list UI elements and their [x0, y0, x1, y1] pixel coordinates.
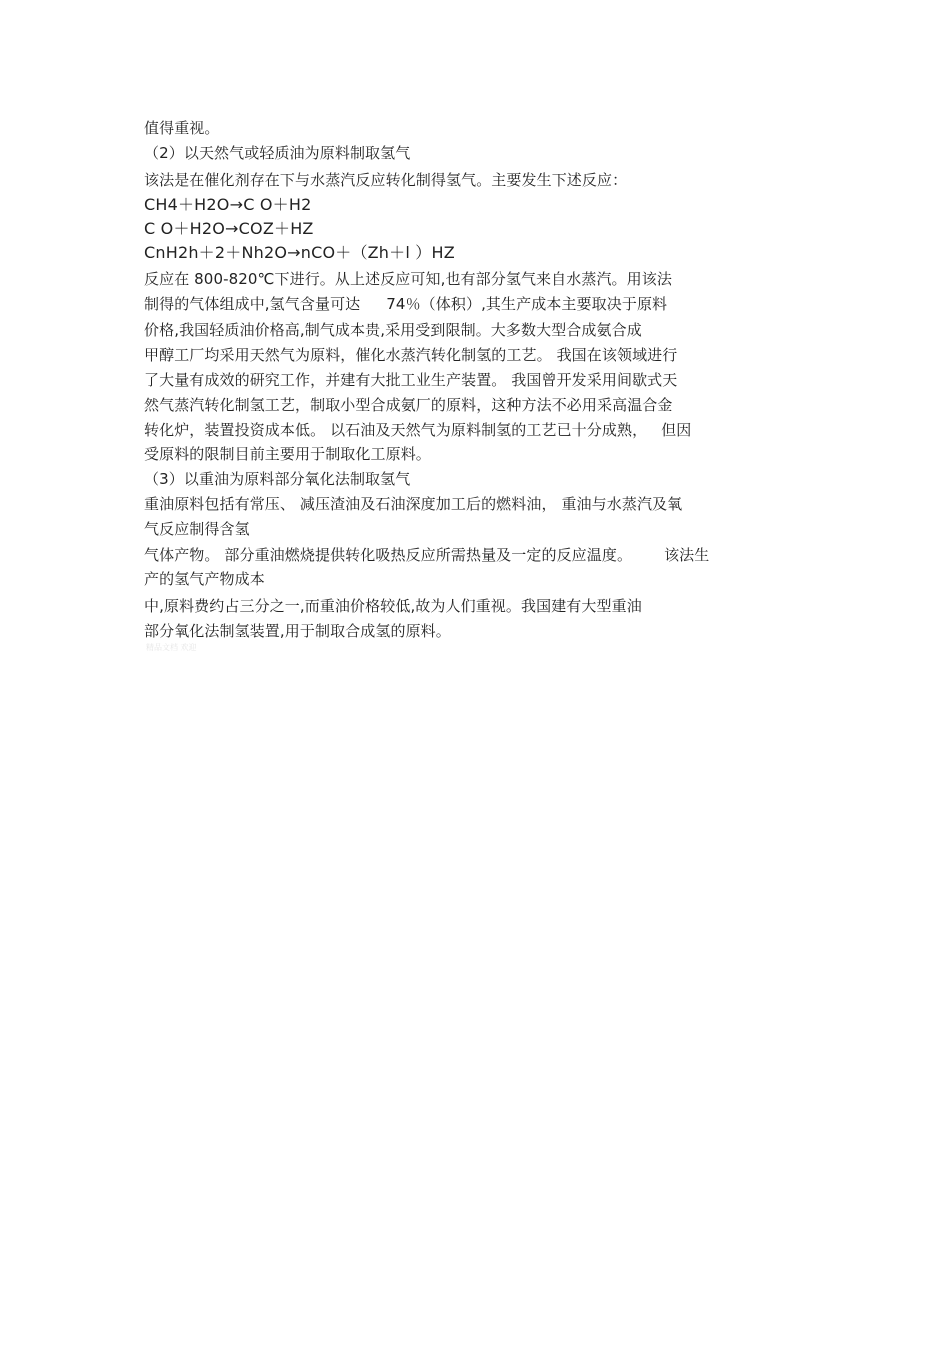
- text-line: 反应在 800-820℃下进行。从上述反应可知,也有部分氢气来自水蒸汽。用该法: [144, 270, 672, 288]
- text-segment: 该法生: [664, 546, 710, 564]
- text-segment: 转化炉，装置投资成本低。 以石油及天然气为原料制氢的工艺已十分成熟，: [144, 421, 648, 439]
- text-line: [144, 545, 709, 565]
- chemical-equation: CnH2h＋2＋Nh2O→nCO＋（Zh＋l ）HZ: [144, 243, 455, 262]
- text-segment: 74％（体积）,其生产成本主要取决于原料: [386, 295, 668, 313]
- watermark: 精品文档 欢迎: [146, 643, 197, 652]
- text-line: 重油原料包括有常压、 减压渣油及石油深度加工后的燃料油， 重油与水蒸汽及氧: [144, 495, 683, 513]
- text-line: 了大量有成效的研究工作，并建有大批工业生产装置。 我国曾开发采用间歇式天: [144, 371, 678, 389]
- text-segment: 气体产物。 部分重油燃烧提供转化吸热反应所需热量及一定的反应温度。: [144, 546, 633, 564]
- section-heading: （3）以重油为原料部分氧化法制取氢气: [144, 470, 411, 488]
- text-line: [144, 294, 667, 314]
- text-line: 该法是在催化剂存在下与水蒸汽反应转化制得氢气。主要发生下述反应：: [144, 171, 628, 189]
- chemical-equation: C O＋H2O→COZ＋HZ: [144, 219, 314, 238]
- text-line: 气反应制得含氢: [144, 520, 250, 538]
- text-segment: 但因: [661, 421, 692, 439]
- text-line: 产的氢气产物成本: [144, 570, 265, 588]
- text-line: [144, 420, 691, 440]
- text-segment: 制得的气体组成中,氢气含量可达: [144, 295, 361, 313]
- section-heading: （2）以天然气或轻质油为原料制取氢气: [144, 144, 411, 162]
- text-line: 中,原料费约占三分之一,而重油价格较低,故为人们重视。我国建有大型重油: [144, 597, 642, 615]
- text-line: 受原料的限制目前主要用于制取化工原料。: [144, 445, 431, 463]
- text-line: 甲醇工厂均采用天然气为原料，催化水蒸汽转化制氢的工艺。 我国在该领域进行: [144, 346, 678, 364]
- chemical-equation: CH4＋H2O→C O＋H2: [144, 195, 312, 214]
- text-line: 然气蒸汽转化制氢工艺，制取小型合成氨厂的原料，这种方法不必用采高温合金: [144, 396, 673, 414]
- text-line: 值得重视。: [144, 119, 220, 137]
- text-line: 部分氧化法制氢装置,用于制取合成氢的原料。: [144, 622, 451, 640]
- text-line: 价格,我国轻质油价格高,制气成本贵,采用受到限制。大多数大型合成氨合成: [144, 321, 642, 339]
